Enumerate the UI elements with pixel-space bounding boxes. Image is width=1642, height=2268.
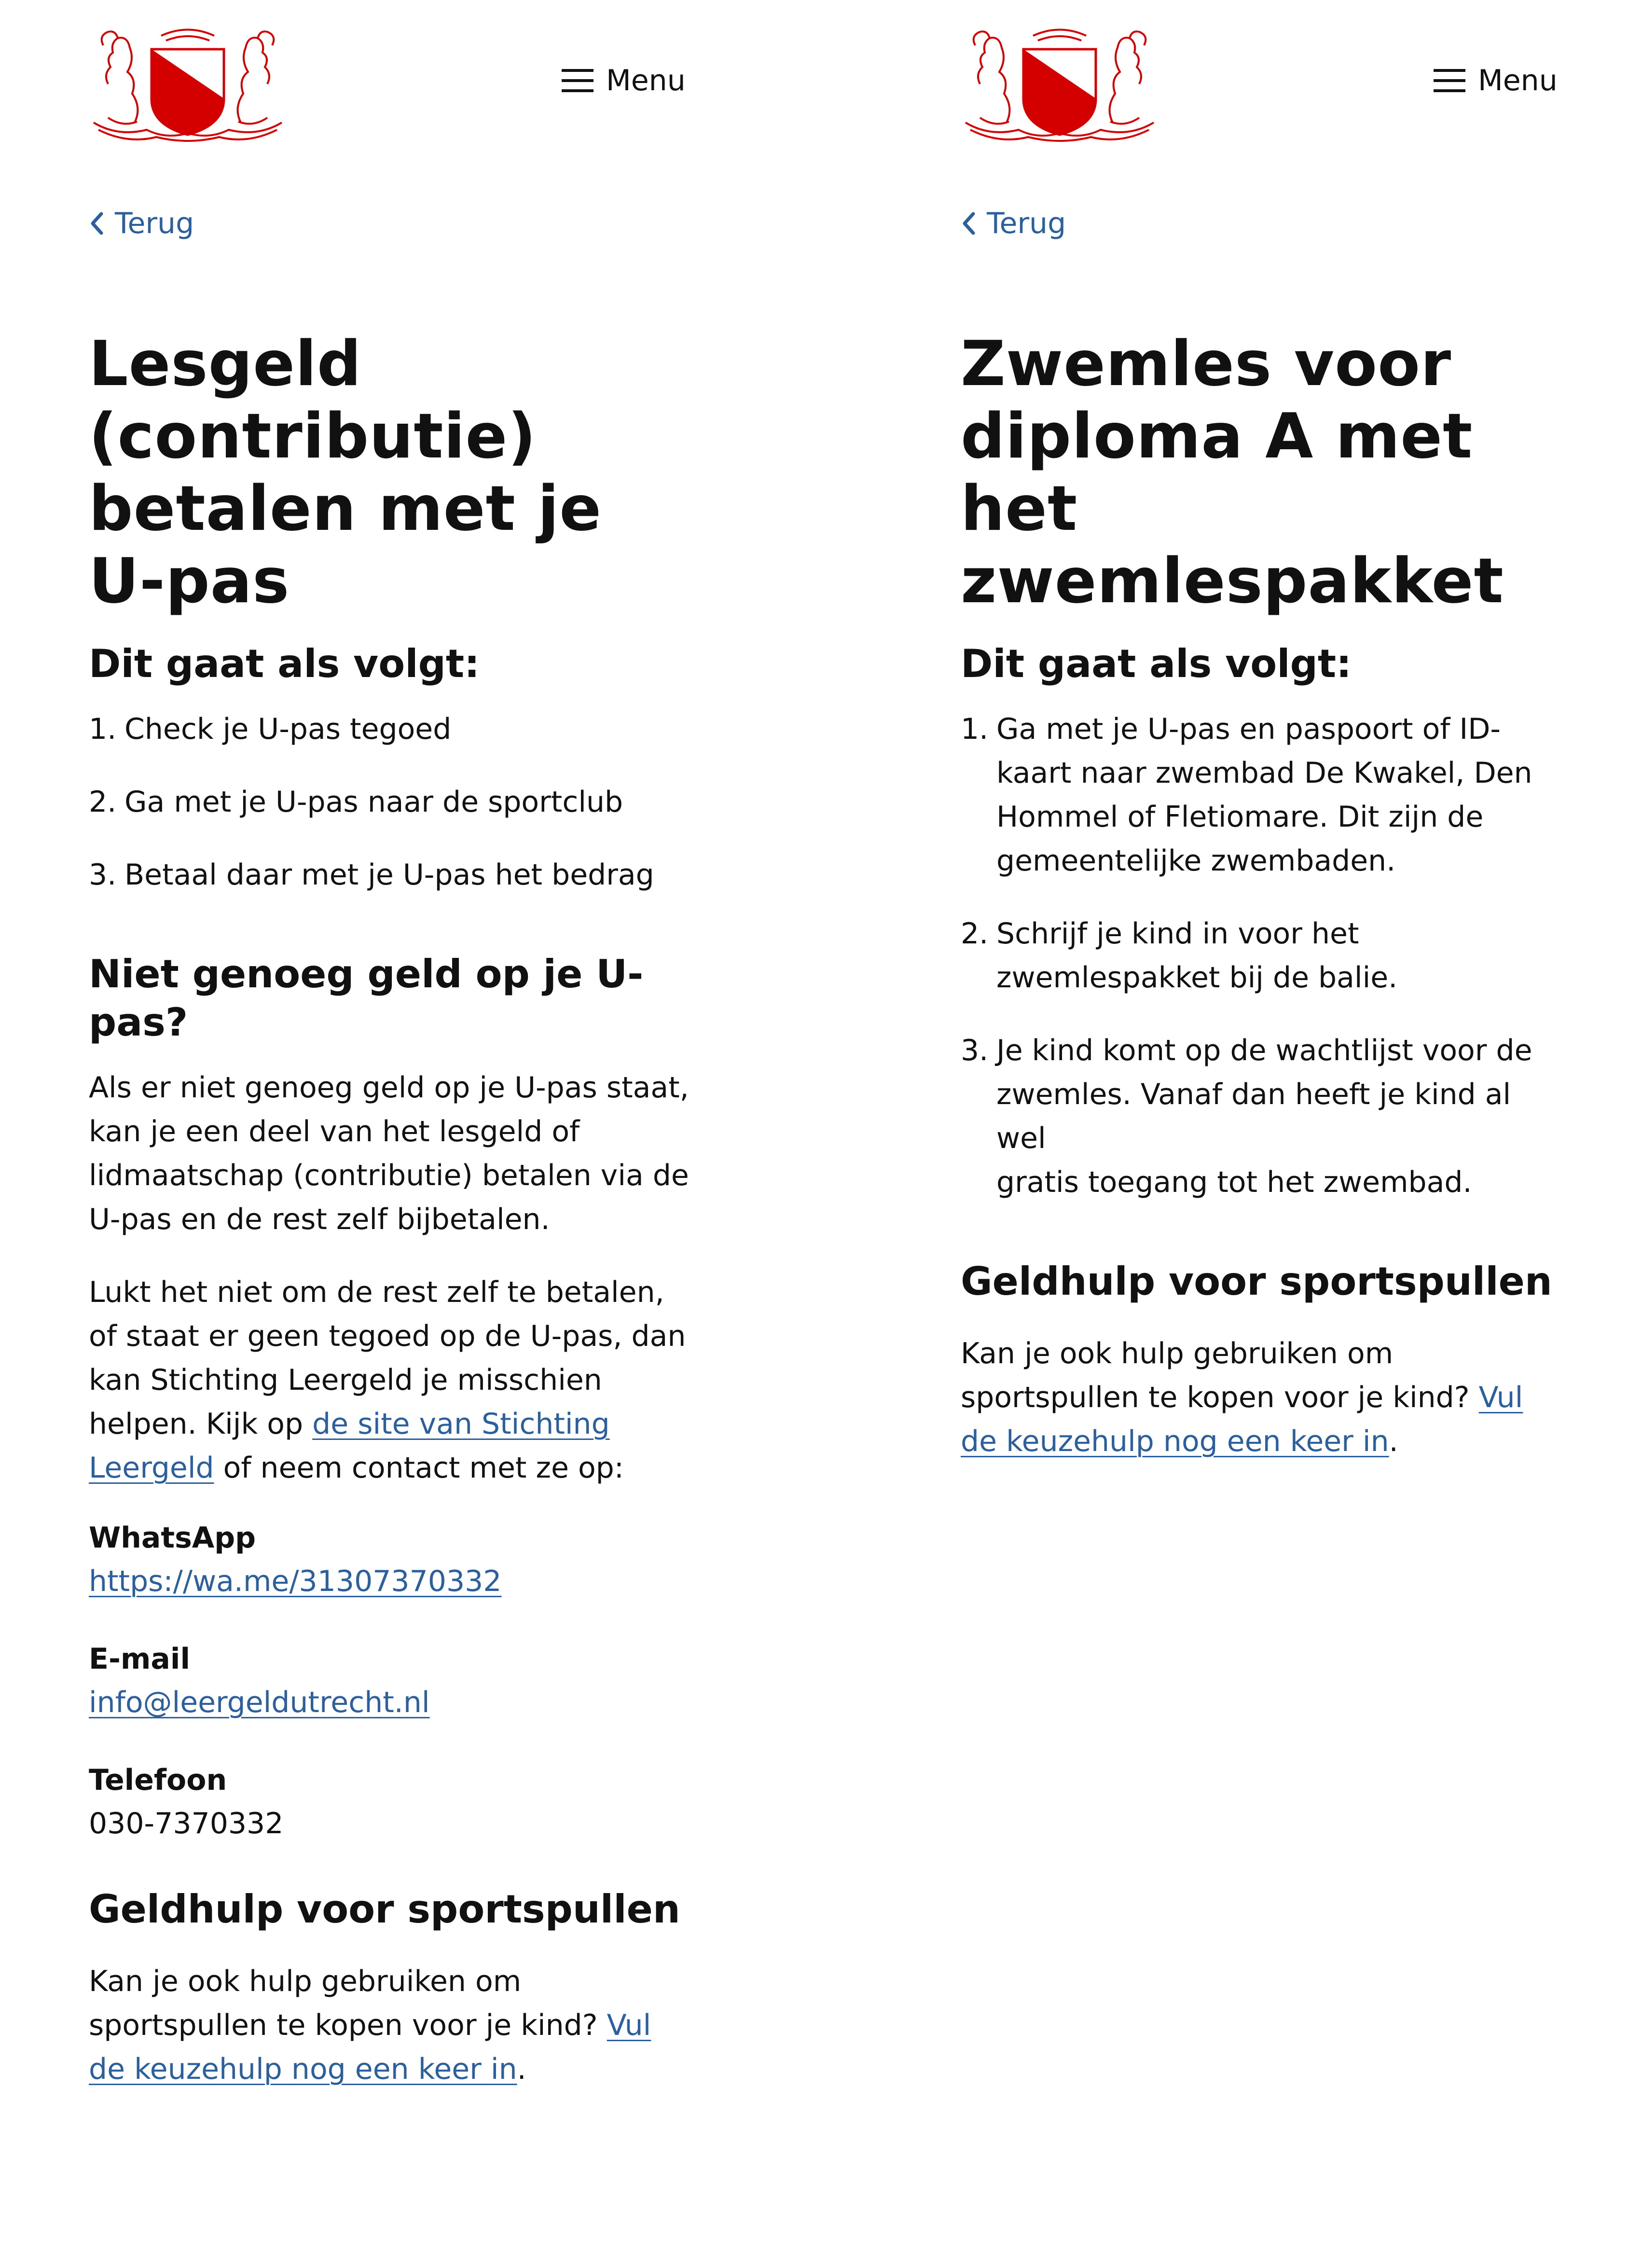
text-line: lidmaatschap (contributie) betalen via de <box>89 1159 689 1192</box>
not-enough-heading <box>89 950 697 1047</box>
whatsapp-link[interactable]: https://wa.me/31307370332 <box>89 1564 502 1598</box>
step-item <box>89 853 697 897</box>
step-number: 3. <box>89 858 117 892</box>
text-line: . <box>1389 1424 1398 1458</box>
text-line: kan je een deel van het lesgeld of <box>89 1115 580 1148</box>
text-line: Als er niet genoeg geld op je U-pas staat, <box>89 1071 689 1105</box>
step-item <box>961 1029 1569 1204</box>
text-line: Schrijf je kind in voor het <box>996 917 1359 951</box>
whatsapp-label: WhatsApp <box>89 1521 256 1555</box>
page-title-line: Lesgeld <box>89 328 362 400</box>
text-line: Kan je ook hulp gebruiken om <box>961 1337 1394 1370</box>
paragraph-leergeld <box>89 1271 697 1490</box>
text-line: U-pas en de rest zelf bijbetalen. <box>89 1203 550 1236</box>
step-item <box>89 707 697 751</box>
text-line: Hommel of Fletiomare. Dit zijn de <box>996 800 1484 834</box>
left-page <box>89 0 784 2086</box>
text-line: Lukt het niet om de rest zelf te betalen, <box>89 1275 664 1309</box>
site-header <box>89 0 784 145</box>
chevron-left-icon <box>961 211 976 236</box>
step-number: 2. <box>961 917 989 951</box>
step-number: 2. <box>89 785 117 819</box>
page-title-line: (contributie) <box>89 401 537 472</box>
sport-heading: Geldhulp voor sportspullen <box>961 1259 1552 1304</box>
text-line: sportspullen te kopen voor je kind? <box>961 1381 1479 1414</box>
contact-whatsapp <box>89 1516 697 1604</box>
text-line: kan Stichting Leergeld je misschien <box>89 1363 602 1397</box>
page-title-line: zwemlespakket <box>961 545 1504 617</box>
step-item <box>961 912 1569 1000</box>
step-text: Ga met je U-pas naar de sportclub <box>124 785 623 819</box>
sport-heading: Geldhulp voor sportspullen <box>89 1887 680 1932</box>
steps-list <box>89 707 697 897</box>
paragraph-not-enough <box>89 1066 697 1242</box>
step-number: 1. <box>89 712 117 746</box>
text-line: kaart naar zwembad De Kwakel, Den <box>996 756 1532 790</box>
step-text <box>996 1029 1569 1204</box>
right-page <box>961 0 1642 1458</box>
link-text: Leergeld <box>89 1451 214 1485</box>
back-label: Terug <box>115 207 194 240</box>
text-line: of staat er geen tegoed op de U-pas, dan <box>89 1319 686 1353</box>
page-title-line: diploma A met het <box>961 401 1473 545</box>
menu-button[interactable] <box>1434 64 1558 97</box>
steps-list <box>961 707 1569 1204</box>
link-text: Vul <box>607 2008 651 2042</box>
back-label: Terug <box>987 207 1066 240</box>
step-text <box>996 707 1532 883</box>
link-text: Vul <box>1478 1381 1523 1414</box>
site-header <box>961 0 1642 145</box>
page-title-line: betalen met je <box>89 473 602 545</box>
heading-line: pas? <box>89 1000 188 1045</box>
step-number: 3. <box>961 1034 989 1067</box>
menu-button[interactable] <box>562 64 686 97</box>
text-line: zwemles. Vanaf dan heeft je kind al wel <box>996 1078 1511 1155</box>
step-text: Betaal daar met je U-pas het bedrag <box>124 858 654 892</box>
steps-heading: Dit gaat als volgt: <box>961 641 1352 686</box>
page-title-line: Zwemles voor <box>961 328 1452 400</box>
hamburger-icon <box>562 67 593 94</box>
contact-email <box>89 1637 697 1725</box>
step-text: Check je U-pas tegoed <box>124 712 452 746</box>
main-content <box>961 328 1569 1464</box>
heading-line: Niet genoeg geld op je U- <box>89 952 644 996</box>
text-line: Ga met je U-pas en paspoort of ID- <box>996 712 1501 746</box>
text-line: of neem contact met ze op: <box>214 1451 624 1485</box>
utrecht-coat-of-arms-logo[interactable] <box>961 26 1159 145</box>
back-link[interactable] <box>961 207 1066 240</box>
back-link[interactable] <box>89 207 194 240</box>
text-line: helpen. Kijk op <box>89 1407 313 1441</box>
chevron-left-icon <box>89 211 104 236</box>
step-item <box>89 780 697 824</box>
text-line: Kan je ook hulp gebruiken om <box>89 1964 522 1998</box>
link-text: de keuzehulp nog een keer in <box>89 2052 517 2086</box>
email-label: E-mail <box>89 1642 191 1676</box>
contact-phone <box>89 1758 697 1846</box>
steps-heading: Dit gaat als volgt: <box>89 641 480 686</box>
page-title <box>961 328 1569 618</box>
page-title-line: U-pas <box>89 545 290 617</box>
phone-value: 030-7370332 <box>89 1807 284 1840</box>
email-link[interactable]: info@leergeldutrecht.nl <box>89 1686 430 1719</box>
text-line: Je kind komt op de wachtlijst voor de <box>996 1034 1532 1067</box>
text-line: zwemlespakket bij de balie. <box>996 961 1398 995</box>
paragraph-sport <box>89 1960 697 2091</box>
phone-label: Telefoon <box>89 1763 227 1797</box>
link-text: de site van Stichting <box>312 1407 610 1441</box>
text-line: gemeentelijke zwembaden. <box>996 844 1396 878</box>
step-item <box>961 707 1569 883</box>
step-number: 1. <box>961 712 989 746</box>
link-text: de keuzehulp nog een keer in <box>961 1424 1389 1458</box>
menu-label: Menu <box>1478 64 1558 97</box>
menu-label: Menu <box>606 64 686 97</box>
main-content <box>89 328 697 2091</box>
paragraph-sport <box>961 1332 1569 1464</box>
text-line: gratis toegang tot het zwembad. <box>996 1165 1472 1199</box>
step-text <box>996 912 1397 1000</box>
text-line: sportspullen te kopen voor je kind? <box>89 2008 607 2042</box>
utrecht-coat-of-arms-logo[interactable] <box>89 26 287 145</box>
hamburger-icon <box>1434 67 1465 94</box>
text-line: . <box>517 2052 526 2086</box>
page-title <box>89 328 697 618</box>
